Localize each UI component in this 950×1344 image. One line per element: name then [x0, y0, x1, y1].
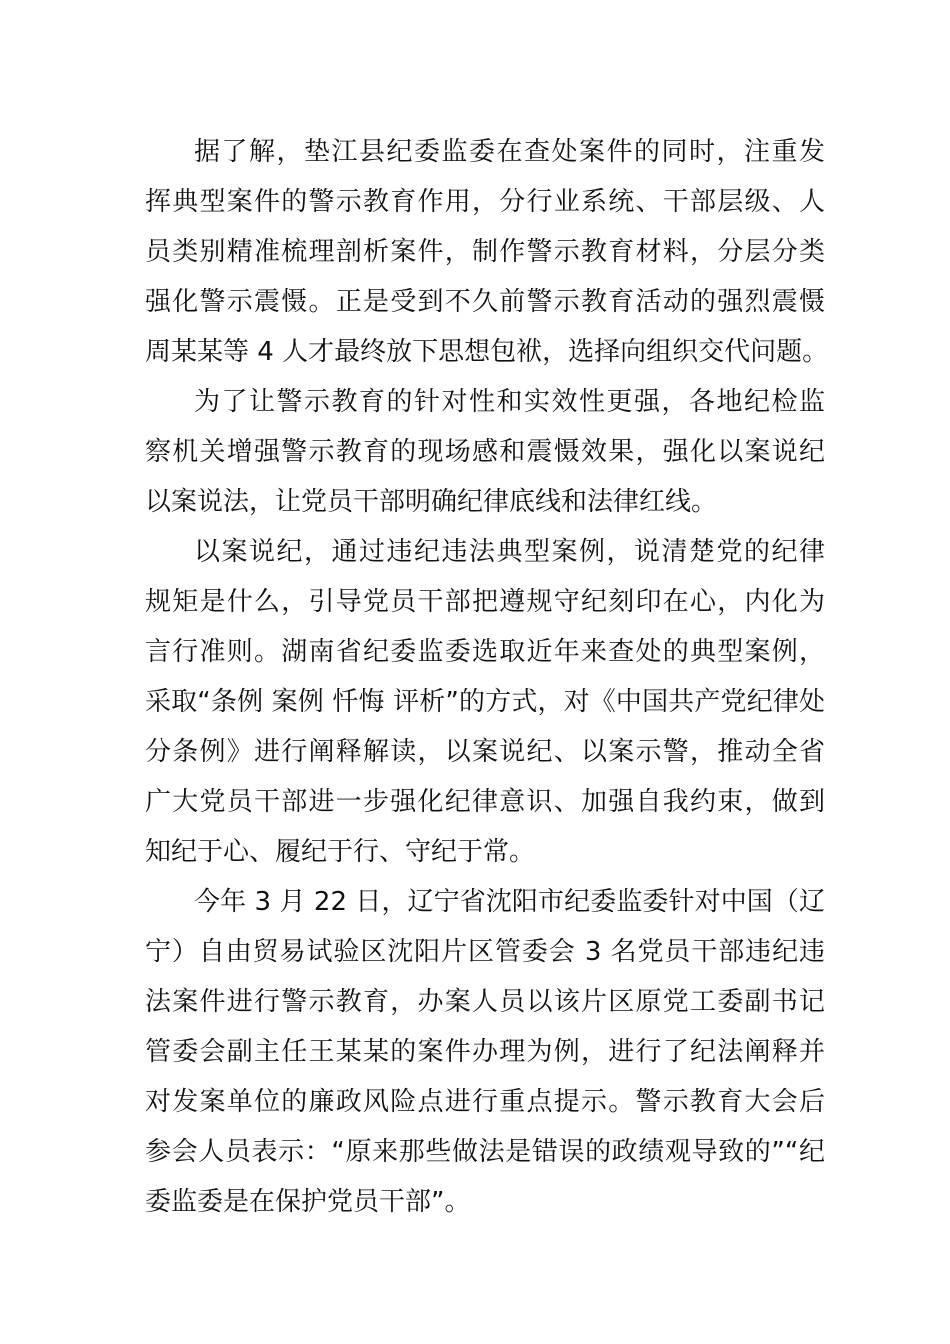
paragraph-4-line-2: 宁）自由贸易试验区沈阳片区管委会 3 名党员干部违纪违 [145, 937, 825, 967]
paragraph-1-line-2: 挥典型案件的警示教育作用，分行业系统、干部层级、人 [145, 187, 825, 217]
paragraph-3-line-4: 采取“条例 案例 忏悔 评析”的方式，对《中国共产党纪律处 [145, 687, 825, 717]
paragraph-2-line-2: 察机关增强警示教育的现场感和震慑效果，强化以案说纪 [145, 437, 825, 467]
paragraph-2-line-3: 以案说法，让党员干部明确纪律底线和法律红线。 [145, 487, 718, 517]
paragraph-1-line-5: 周某某等 4 人才最终放下思想包袱，选择向组织交代问题。 [145, 337, 829, 367]
paragraph-3-line-1: 以案说纪，通过违纪违法典型案例，说清楚党的纪律 [194, 537, 825, 567]
paragraph-1-line-4: 强化警示震慑。正是受到不久前警示教育活动的强烈震慑 [145, 287, 825, 317]
paragraph-3-line-6: 广大党员干部进一步强化纪律意识、加强自我约束，做到 [145, 787, 825, 817]
paragraph-4-line-1: 今年 3 月 22 日，辽宁省沈阳市纪委监委针对中国（辽 [194, 887, 825, 917]
paragraph-1-line-1: 据了解，垫江县纪委监委在查处案件的同时，注重发 [194, 137, 825, 167]
paragraph-2-line-1: 为了让警示教育的针对性和实效性更强，各地纪检监 [194, 387, 825, 417]
paragraph-3-line-2: 规矩是什么，引导党员干部把遵规守纪刻印在心，内化为 [145, 587, 825, 617]
paragraph-4-line-6: 参会人员表示：“原来那些做法是错误的政绩观导致的”“纪 [145, 1137, 825, 1167]
paragraph-4-line-4: 管委会副主任王某某的案件办理为例，进行了纪法阐释并 [145, 1037, 825, 1067]
paragraph-3-line-3: 言行准则。湖南省纪委监委选取近年来查处的典型案例， [145, 637, 825, 667]
paragraph-3-line-7: 知纪于心、履纪于行、守纪于常。 [145, 837, 536, 867]
paragraph-1-line-3: 员类别精准梳理剖析案件，制作警示教育材料，分层分类 [145, 237, 825, 267]
paragraph-4-line-5: 对发案单位的廉政风险点进行重点提示。警示教育大会后 [145, 1087, 825, 1117]
paragraph-4-line-3: 法案件进行警示教育，办案人员以该片区原党工委副书记 [145, 987, 825, 1017]
paragraph-4-line-7: 委监委是在保护党员干部”。 [145, 1187, 471, 1217]
paragraph-3-line-5: 分条例》进行阐释解读，以案说纪、以案示警，推动全省 [145, 737, 825, 767]
